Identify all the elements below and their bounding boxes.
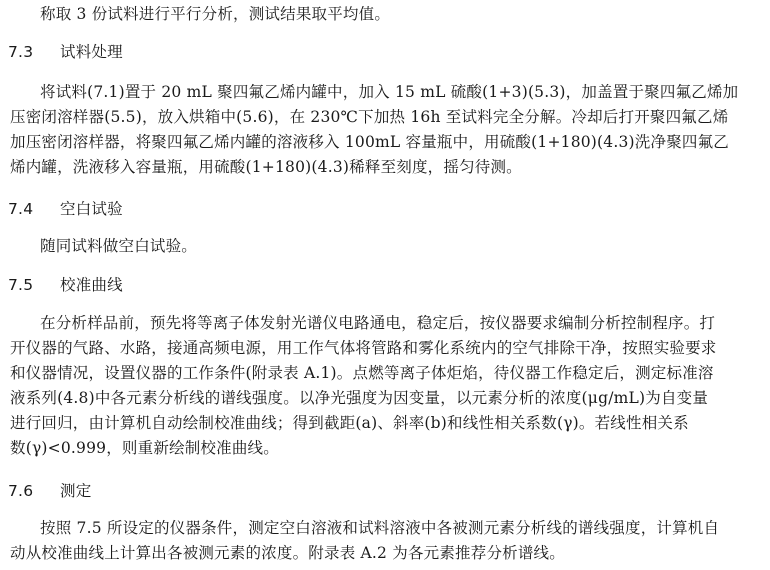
section-title: 空白试验 [60,200,123,218]
section-number: 7.4 [8,200,34,218]
section-heading-7-6 [8,481,91,501]
paragraph-line: 动从校准曲线上计算出各被测元素的浓度。附录表 A.2 为各元素推荐分析谱线。 [10,544,565,562]
section-number: 7.5 [8,276,34,294]
section-number: 7.3 [8,43,34,61]
paragraph-line: 和仪器情况，设置仪器的工作条件(附录表 A.1)。点燃等离子体炬焰，待仪器工作稳定后，测定标准溶 [10,364,714,382]
paragraph-line: 随同试料做空白试验。 [40,237,198,255]
paragraph-line: 液系列(4.8)中各元素分析线的谱线强度。以净光强度为因变量，以元素分析的浓度(μg/mL)为自变量 [10,389,709,407]
paragraph-line: 开仪器的气路、水路，接通高频电源，用工作气体将管路和雾化系统内的空气排除干净，按照实验要求 [10,339,717,357]
section-title: 试料处理 [60,43,123,61]
paragraph-line: 按照 7.5 所设定的仪器条件，测定空白溶液和试料溶液中各被测元素分析线的谱线强度，计算机自 [40,519,720,537]
paragraph-line: 加压密闭溶样器，将聚四氟乙烯内罐的溶液移入 100mL 容量瓶中，用硫酸(1+180)(4.3)洗净聚四氟乙 [10,133,730,151]
paragraph-line: 将试料(7.1)置于 20 mL 聚四氟乙烯内罐中，加入 15 mL 硫酸(1+3)(5.3)，加盖置于聚四氟乙烯加 [40,83,739,101]
paragraph-line: 在分析样品前，预先将等离子体发射光谱仪电路通电，稳定后，按仪器要求编制分析控制程序。打 [40,314,716,332]
paragraph-line: 压密闭溶样器(5.5)，放入烘箱中(5.6)，在 230℃下加热 16h 至试料完全分解。冷却后打开聚四氟乙烯 [10,108,729,126]
section-title: 测定 [60,482,92,500]
section-heading-7-3 [8,42,123,62]
section-heading-7-4 [8,199,123,219]
section-number: 7.6 [8,482,34,500]
paragraph-line: 称取 3 份试料进行平行分析，测试结果取平均值。 [40,5,391,23]
section-title: 校准曲线 [60,276,123,294]
paragraph-line: 烯内罐，洗液移入容量瓶，用硫酸(1+180)(4.3)稀释至刻度，摇匀待测。 [10,158,522,176]
paragraph-line: 进行回归，由计算机自动绘制校准曲线；得到截距(a)、斜率(b)和线性相关系数(γ)。若线性相关系 [10,414,689,432]
section-heading-7-5 [8,275,123,295]
paragraph-line: 数(γ)<0.999，则重新绘制校准曲线。 [10,439,279,457]
